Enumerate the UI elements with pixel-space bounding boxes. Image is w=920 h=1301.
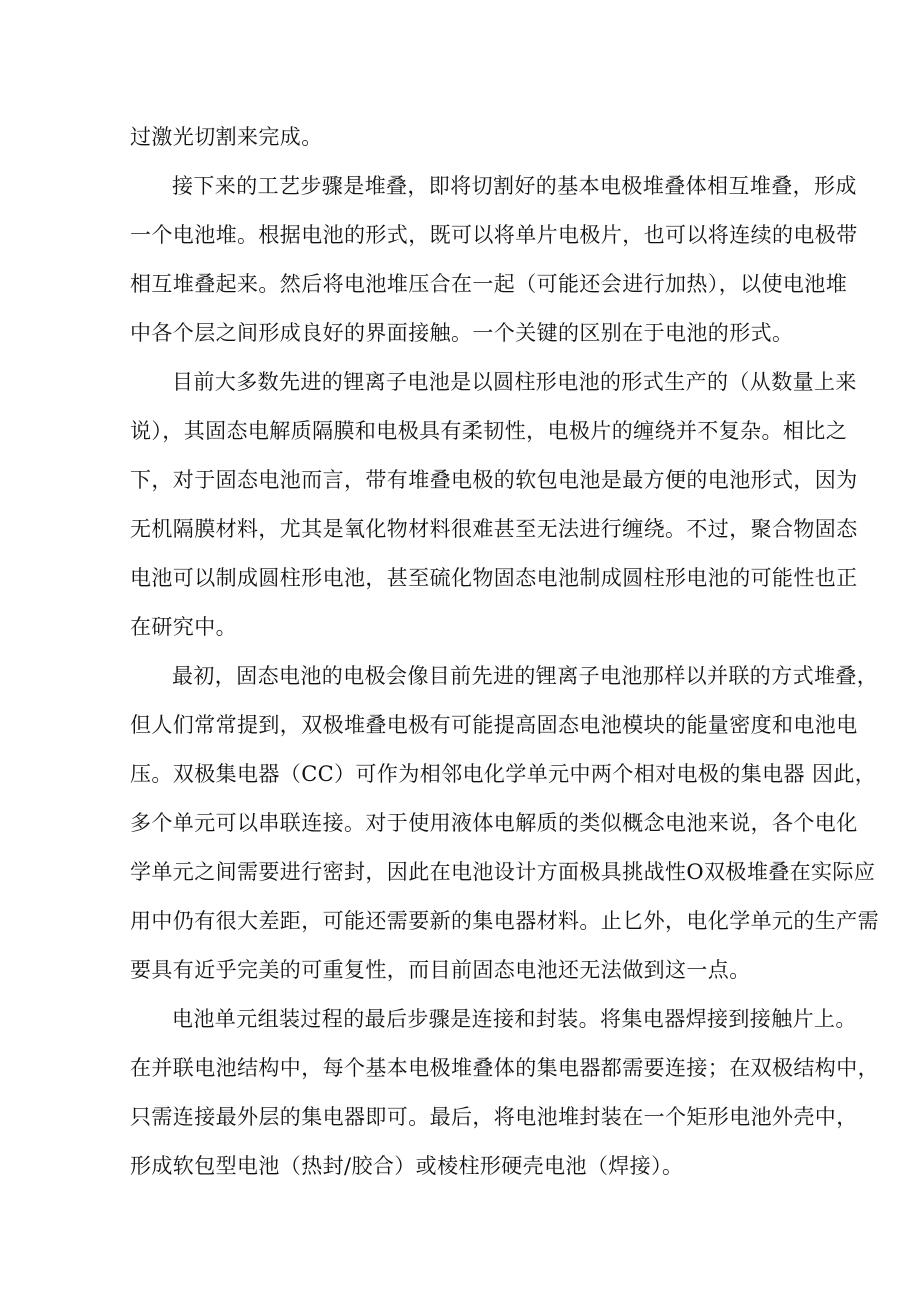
- text-line: 但人们常常提到，双极堆叠电极有可能提高固态电池模块的能量密度和电池电: [130, 713, 858, 737]
- text-line: 形成软包型电池（热封/胶合）或棱柱形硬壳电池（焊接）。: [130, 1154, 684, 1178]
- text-line: 只需连接最外层的集电器即可。最后，将电池堆封装在一个矩形电池外壳中，: [130, 1105, 858, 1129]
- text-line: 说），其固态电解质隔膜和电极具有柔韧性，电极片的缠绕并不复杂。相比之: [130, 419, 848, 443]
- paragraph-first-line: 电池单元组装过程的最后步骤是连接和封装。将集电器焊接到接触片上。: [172, 1007, 857, 1031]
- paragraph-first-line: 目前大多数先进的锂离子电池是以圆柱形电池的形式生产的（从数量上来: [172, 370, 857, 394]
- text-line: 压。双极集电器（CC）可作为相邻电化学单元中两个相对电极的集电器 因此，: [130, 762, 877, 786]
- text-line: 过激光切割来完成。: [130, 125, 323, 149]
- text-line: 在并联电池结构中，每个基本电极堆叠体的集电器都需要连接；在双极结构中，: [130, 1056, 879, 1080]
- text-line: 多个单元可以串联连接。对于使用液体电解质的类似概念电池来说，各个电化: [130, 811, 858, 835]
- text-line: 下，对于固态电池而言，带有堆叠电极的软包电池是最方便的电池形式，因为: [130, 468, 858, 492]
- text-line: 在研究中。: [130, 615, 237, 639]
- text-line: 用中仍有很大差距，可能还需要新的集电器材料。止匕外，电化学单元的生产需: [130, 909, 879, 933]
- text-line: 学单元之间需要进行密封，因此在电池设计方面极具挑战性O双极堆叠在实际应: [130, 860, 876, 884]
- paragraph-first-line: 接下来的工艺步骤是堆叠，即将切割好的基本电极堆叠体相互堆叠，形成: [172, 174, 857, 198]
- text-line: 要具有近乎完美的可重复性，而目前固态电池还无法做到这一点。: [130, 958, 751, 982]
- text-line: 相互堆叠起来。然后将电池堆压合在一起（可能还会进行加热），以使电池堆: [130, 272, 848, 296]
- text-line: 中各个层之间形成良好的界面接触。一个关键的区别在于电池的形式。: [130, 321, 794, 345]
- paragraph-first-line: 最初，固态电池的电极会像目前先进的锂离子电池那样以并联的方式堆叠，: [172, 664, 879, 688]
- text-line: 电池可以制成圆柱形电池，甚至硫化物固态电池制成圆柱形电池的可能性也正: [130, 566, 858, 590]
- text-line: 一个电池堆。根据电池的形式，既可以将单片电极片，也可以将连续的电极带: [130, 223, 858, 247]
- text-line: 无机隔膜材料，尤其是氧化物材料很难甚至无法进行缠绕。不过，聚合物固态: [130, 517, 858, 541]
